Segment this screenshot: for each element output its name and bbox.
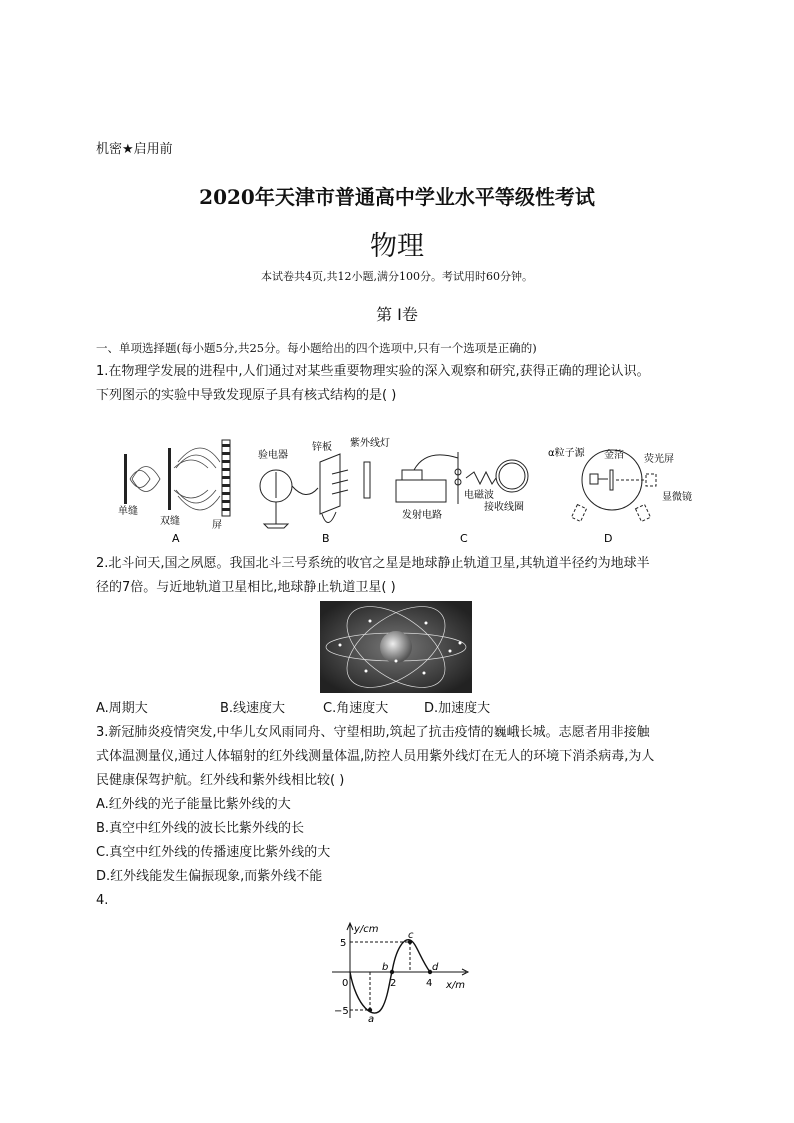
figure-c-wave-label: 电磁波 xyxy=(464,490,494,501)
part-title: 第 Ⅰ卷 xyxy=(376,305,418,324)
figure-c-em-wave xyxy=(396,452,528,504)
confidential-mark: 机密★启用前 xyxy=(96,142,173,157)
figure-a-double-slit-label: 双缝 xyxy=(160,516,180,527)
wave-points xyxy=(368,940,432,1012)
q3-option-c: C.真空中红外线的传播速度比紫外线的大 xyxy=(96,845,331,860)
figure-b-photoelectric xyxy=(260,454,370,528)
figure-a-single-slit-label: 单缝 xyxy=(118,506,138,517)
q4-number: 4. xyxy=(96,893,109,908)
figure-b-electroscope-label: 验电器 xyxy=(258,450,288,461)
figure-a-screen-label: 屏 xyxy=(212,520,222,531)
x-axis-label: x/m xyxy=(446,980,466,991)
point-a-label: a xyxy=(368,1014,375,1024)
y-tick-neg5: −5 xyxy=(334,1006,349,1017)
q1-stem-line1: 1.在物理学发展的进程中,人们通过对某些重要物理实验的深入观察和研究,获得正确的理论认识。 xyxy=(96,364,650,379)
q2-option-d: D.加速度大 xyxy=(424,701,491,716)
q2-stem-line2: 径的7倍。与近地轨道卫星相比,地球静止轨道卫星( ) xyxy=(96,580,396,595)
beidou-satellite-image xyxy=(320,601,472,693)
figure-d-screen-label: 荧光屏 xyxy=(644,454,674,465)
point-d-label: d xyxy=(432,962,439,973)
figure-c-receiver-label: 接收线圈 xyxy=(484,502,524,513)
figure-a-double-slit xyxy=(124,440,230,516)
figure-d-source-label: α粒子源 xyxy=(548,448,585,459)
figure-d-foil-label: 金箔 xyxy=(604,450,624,461)
y-axis-label: y/cm xyxy=(354,924,379,935)
section-heading: 一、单项选择题(每小题5分,共25分。每小题给出的四个选项中,只有一个选项是正确的) xyxy=(96,341,537,355)
figure-a-letter: A xyxy=(172,532,180,545)
q2-option-b: B.线速度大 xyxy=(220,701,286,716)
figure-c-letter: C xyxy=(460,532,468,545)
exam-info: 本试卷共4页,共12小题,满分100分。考试用时60分钟。 xyxy=(261,270,533,283)
wave-curve xyxy=(350,940,433,1013)
q4-wave-graph xyxy=(326,918,476,1024)
figure-c-emitter-label: 发射电路 xyxy=(402,510,442,521)
x-tick-4: 4 xyxy=(426,978,433,989)
x-tick-0: 0 xyxy=(342,978,349,989)
q3-stem-line3: 民健康保驾护航。红外线和紫外线相比较( ) xyxy=(96,773,345,788)
figure-b-zinc-label: 锌板 xyxy=(312,442,332,453)
q1-stem-line2: 下列图示的实验中导致发现原子具有核式结构的是( ) xyxy=(96,388,397,403)
y-tick-5: 5 xyxy=(340,938,347,949)
point-c-label: c xyxy=(408,930,414,941)
figure-d-letter: D xyxy=(604,532,613,545)
figure-b-letter: B xyxy=(322,532,330,545)
q3-option-a: A.红外线的光子能量比紫外线的大 xyxy=(96,797,291,812)
exam-title: 2020年天津市普通高中学业水平等级性考试 xyxy=(199,185,595,209)
q3-option-b: B.真空中红外线的波长比紫外线的长 xyxy=(96,821,305,836)
point-b-label: b xyxy=(382,962,389,973)
q3-option-d: D.红外线能发生偏振现象,而紫外线不能 xyxy=(96,869,323,884)
subject-title: 物理 xyxy=(370,231,424,262)
q2-option-a: A.周期大 xyxy=(96,701,148,716)
q1-figures xyxy=(96,432,706,546)
figure-d-microscope-label: 显微镜 xyxy=(662,492,692,503)
q3-stem-line1: 3.新冠肺炎疫情突发,中华儿女风雨同舟、守望相助,筑起了抗击疫情的巍峨长城。志愿者用非接触 xyxy=(96,725,650,740)
figure-b-uv-label: 紫外线灯 xyxy=(350,438,390,449)
x-tick-2: 2 xyxy=(390,978,397,989)
q3-stem-line2: 式体温测量仪,通过人体辐射的红外线测量体温,防控人员用紫外线灯在无人的环境下消杀病毒,为人 xyxy=(96,749,655,764)
q2-stem-line1: 2.北斗问天,国之夙愿。我国北斗三号系统的收官之星是地球静止轨道卫星,其轨道半径约为地球半 xyxy=(96,556,650,571)
q2-option-c: C.角速度大 xyxy=(323,701,389,716)
